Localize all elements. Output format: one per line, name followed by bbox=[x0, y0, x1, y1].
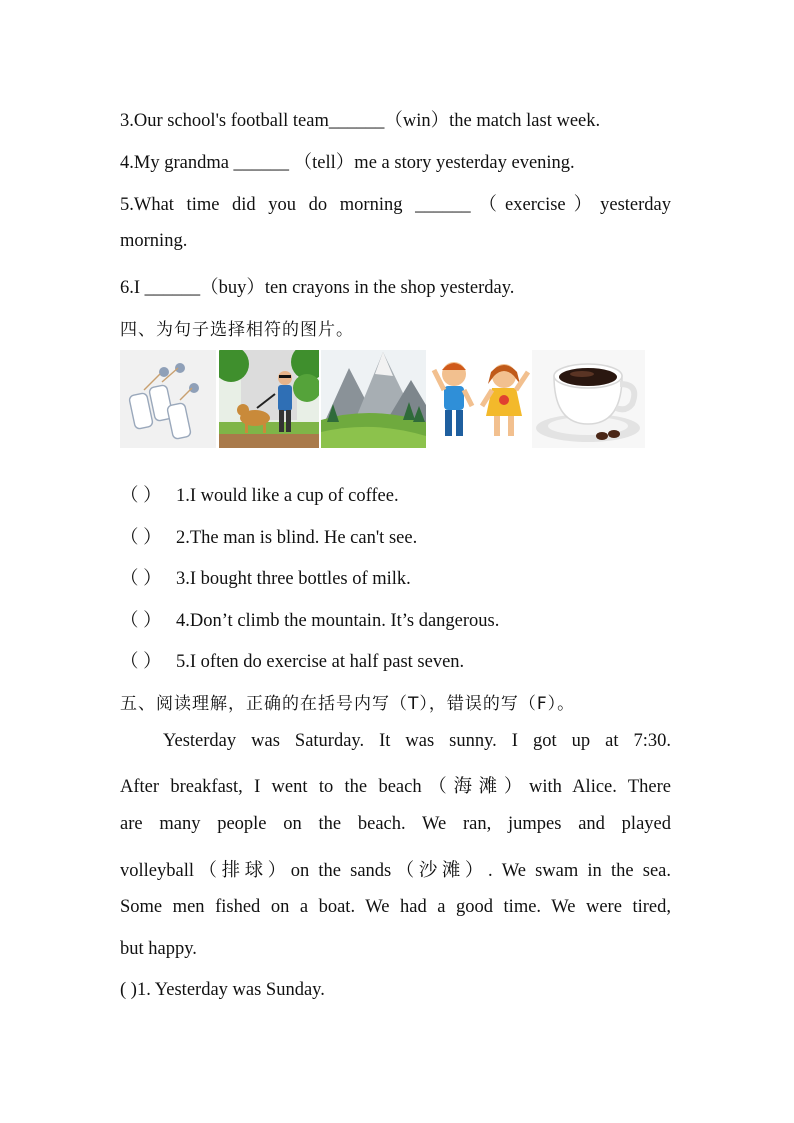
milk-bottles-picture bbox=[120, 350, 216, 448]
answer-parentheses[interactable]: （ ） bbox=[120, 611, 162, 631]
passage-line: Some men fished on a boat. We had a good time. We were tired, bbox=[120, 897, 671, 917]
item-text: 2.The man is blind. He can't see. bbox=[176, 528, 418, 548]
passage-line: but happy. bbox=[120, 939, 197, 959]
item-text: 5.I often do exercise at half past seven. bbox=[176, 652, 465, 672]
answer-parentheses[interactable]: （ ） bbox=[120, 569, 162, 589]
matching-item bbox=[120, 606, 499, 632]
question-4: 4.My grandma ______ （tell）me a story yesterday evening. bbox=[120, 153, 575, 173]
blind-man-with-guide-dog-picture bbox=[219, 350, 319, 448]
kids-exercising-picture bbox=[428, 350, 533, 448]
answer-parentheses[interactable]: （ ） bbox=[120, 652, 162, 672]
passage-line: are many people on the beach. We ran, jumpes and played bbox=[120, 814, 671, 834]
matching-item bbox=[120, 564, 411, 590]
answer-parentheses[interactable]: （ ） bbox=[120, 528, 162, 548]
item-text: 1.I would like a cup of coffee. bbox=[176, 486, 399, 506]
section-4-heading: 四、为句子选择相符的图片。 bbox=[120, 320, 354, 340]
tf-question: ( )1. Yesterday was Sunday. bbox=[120, 980, 325, 1000]
matching-item bbox=[120, 647, 464, 673]
answer-parentheses[interactable]: （ ） bbox=[120, 486, 162, 506]
matching-item bbox=[120, 481, 399, 507]
question-6: 6.I ______（buy）ten crayons in the shop yesterday. bbox=[120, 278, 515, 298]
question-3: 3.Our school's football team______（win）the match last week. bbox=[120, 111, 601, 131]
passage-line: volleyball（排球）on the sands（沙滩）. We swam in the sea. bbox=[120, 861, 671, 881]
question-5-line-2: morning. bbox=[120, 231, 188, 251]
picture-strip bbox=[120, 350, 650, 448]
question-5-line-1: 5.What time did you do morning ______（exercise）yesterday bbox=[120, 195, 671, 215]
passage-line: After breakfast, I went to the beach（海滩）with Alice. There bbox=[120, 777, 671, 797]
item-text: 3.I bought three bottles of milk. bbox=[176, 569, 411, 589]
passage-line: Yesterday was Saturday. It was sunny. I got up at 7:30. bbox=[163, 731, 671, 751]
item-text: 4.Don’t climb the mountain. It’s dangerous. bbox=[176, 611, 500, 631]
section-5-heading: 五、阅读理解，正确的在括号内写（T），错误的写（F）。 bbox=[120, 694, 576, 714]
mountains-picture bbox=[321, 350, 426, 448]
coffee-cup-picture bbox=[532, 350, 645, 448]
matching-item bbox=[120, 523, 417, 549]
